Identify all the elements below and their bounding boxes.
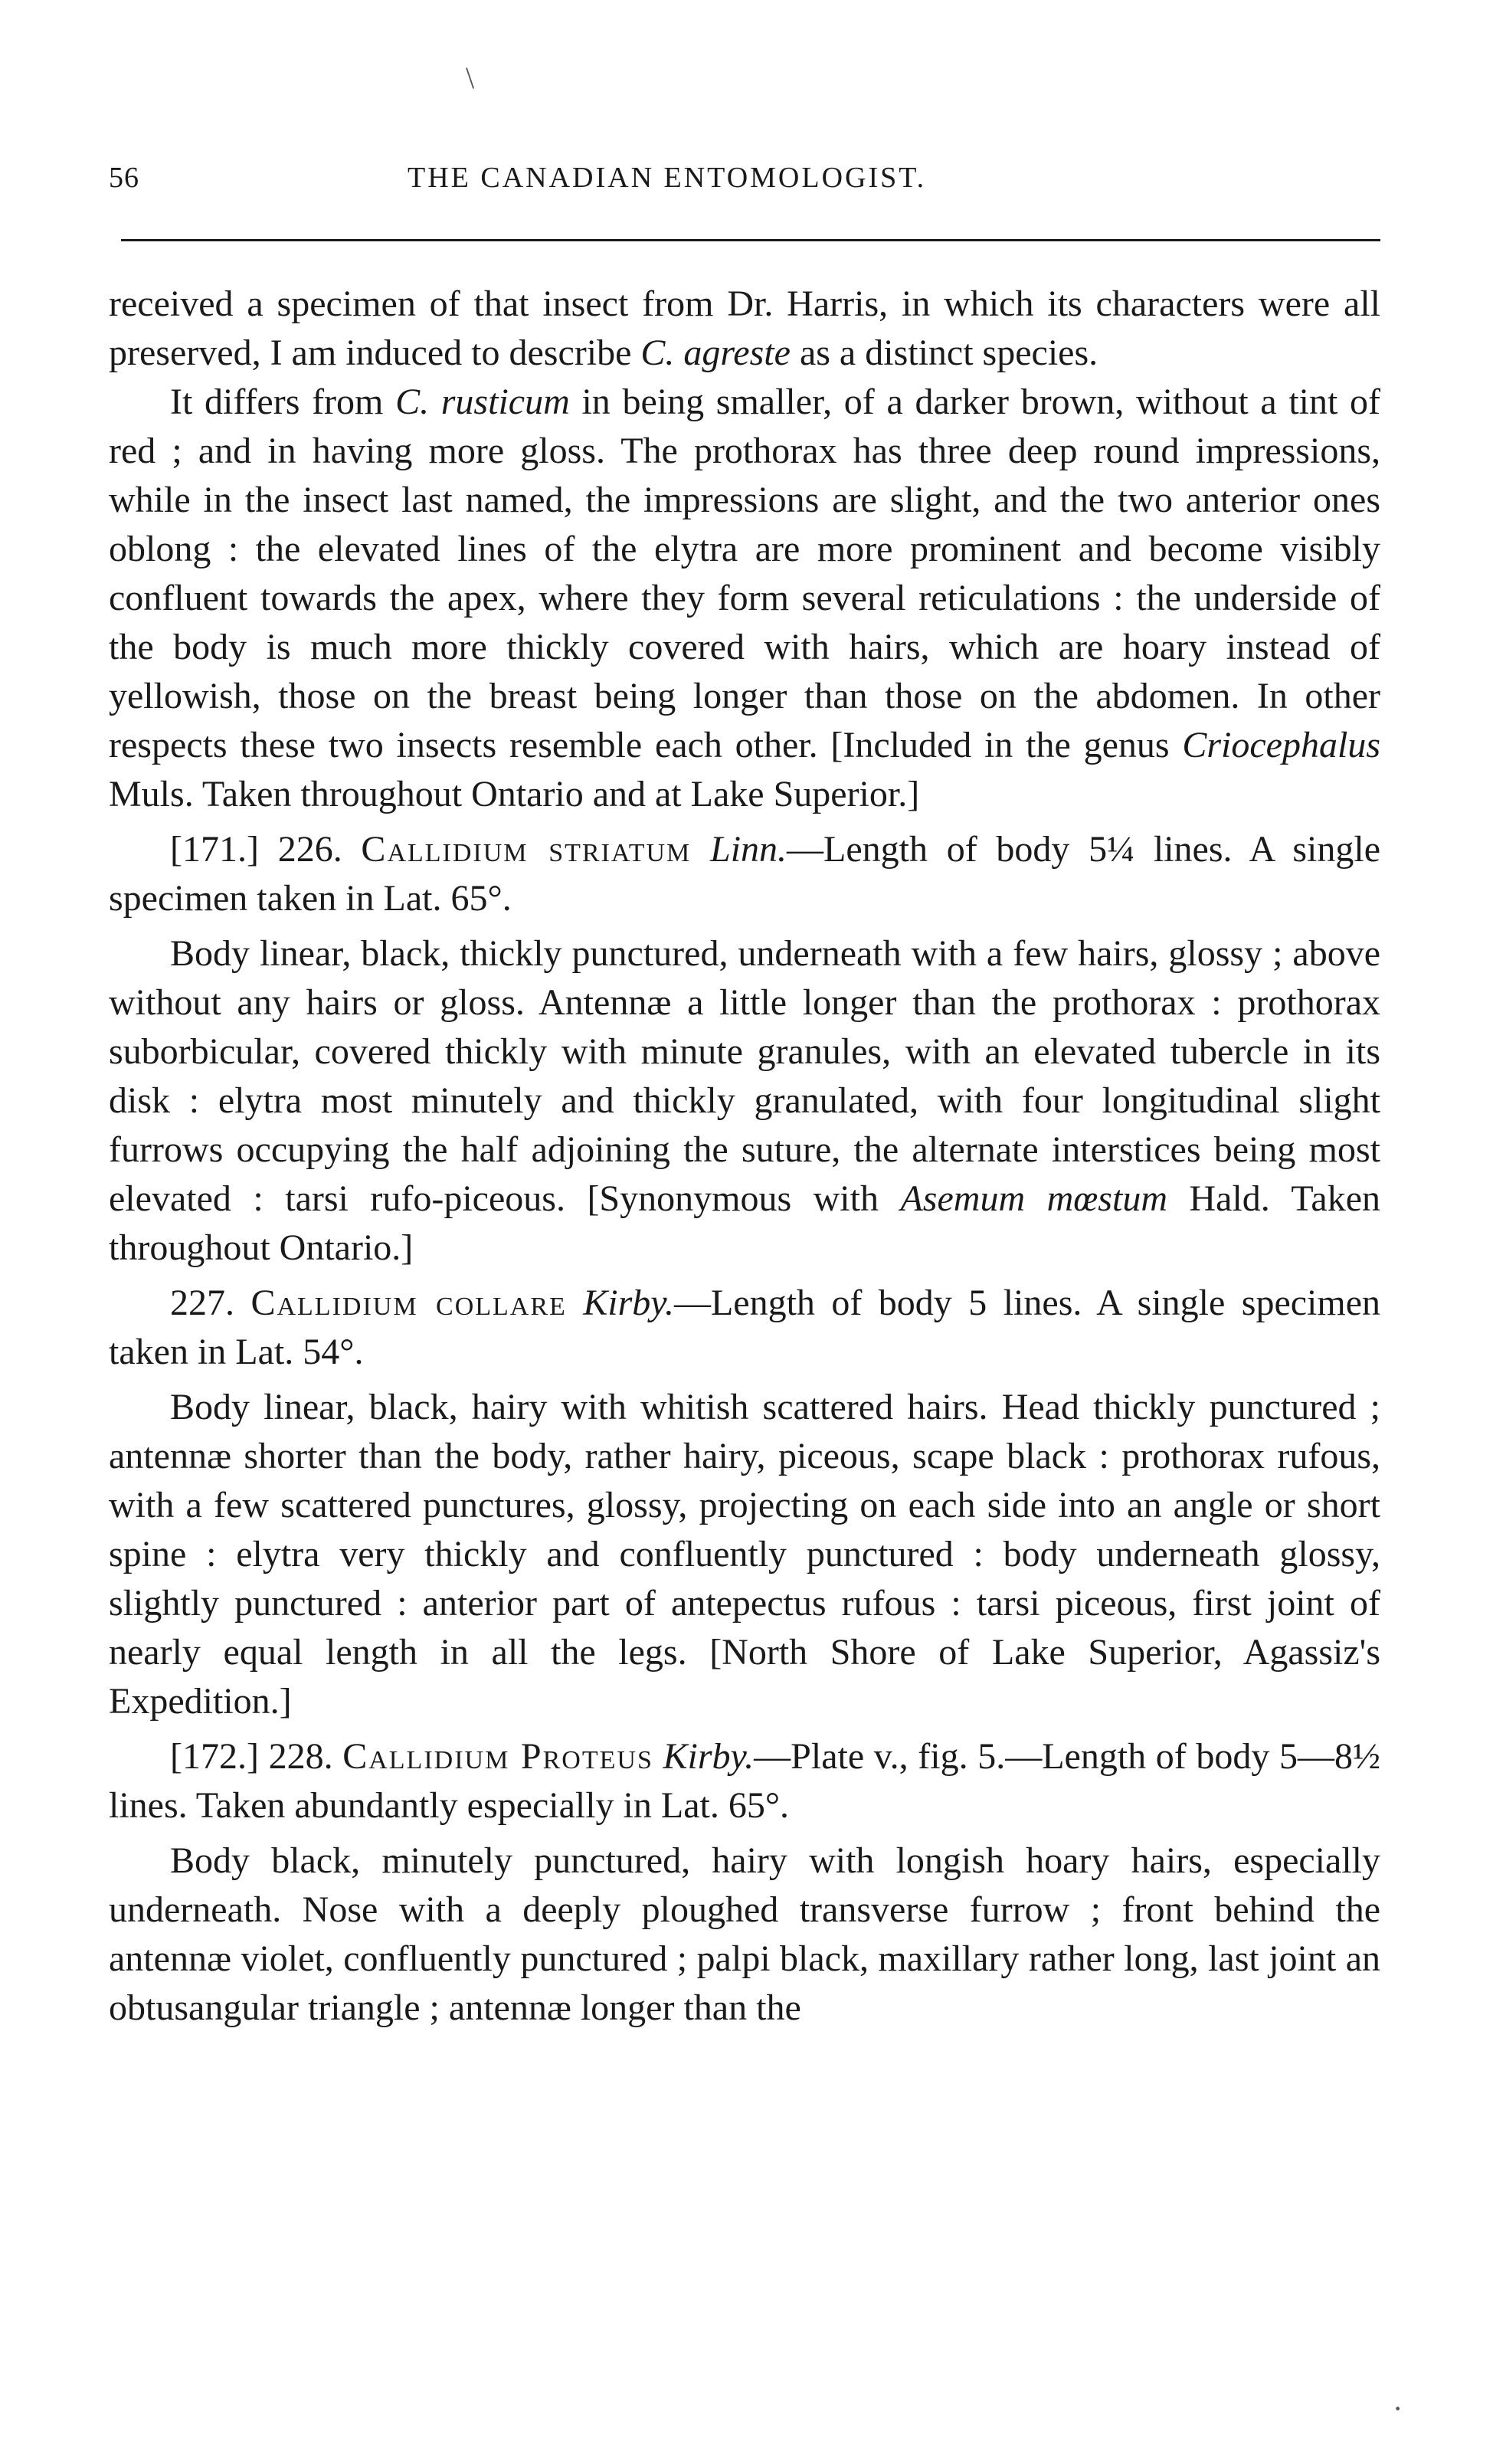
journal-title: THE CANADIAN ENTOMOLOGIST. — [408, 162, 927, 194]
text-run: Body linear, black, hairy with whitish scattered hairs. Head thickly punctured ; antennæ shorter than the body, rather hairy, piceous, scape black : prothorax rufous, with a few scattered punctures, glossy, projecting on each side into an angle or short spine : elytra very thickly and confluently punctured : body underneath glossy, slightly punctured : anterior part of antepectus rufous : tarsi piceous, first joint of nearly equal length in all the legs. [North Shore of Lake Superior, Agassiz's Expedition.] — [109, 1387, 1380, 1722]
body-text — [109, 280, 1380, 2033]
text-run: Muls. Taken throughout Ontario and at Lake Superior.] — [109, 774, 920, 814]
text-run: Hald. Taken throughout Ontario.] — [109, 1178, 1380, 1268]
paragraph-4 — [109, 929, 1380, 1273]
entry-number: 227. — [170, 1283, 251, 1323]
text-run: Body black, minutely punctured, hairy with longish hoary hairs, especially underneath. Nose with a deeply ploughed transverse furrow ; front behind the antennæ violet, confluently punctured ; palpi black, maxillary rather long, last joint an obtusangular triangle ; antennæ longer than the — [109, 1840, 1380, 2028]
document-page — [109, 130, 1381, 2028]
species-heading: Callidium striatum — [361, 829, 692, 870]
entry-number: [172.] 228. — [170, 1736, 343, 1777]
text-run — [567, 1283, 583, 1323]
text-run: It differs from — [170, 382, 396, 422]
italic-species-name: C. rusticum — [395, 382, 570, 422]
species-heading: Callidium collare — [250, 1283, 567, 1323]
text-run: in being smaller, of a darker brown, without a tint of red ; and in having more gloss. The prothorax has three deep round impressions, while in the insect last named, the impressions are slight, and the two anterior ones oblong : the elevated lines of the elytra are more prominent and become visibly confluent towards the apex, where they form several reticulations : the underside of the body is much more thickly covered with hairs, which are hoary instead of yellowish, those on the breast being longer than those on the abdomen. In other respects these two insects resemble each other. [Included in the genus — [109, 382, 1381, 765]
stray-mark-top: \ — [466, 61, 475, 95]
entry-228 — [109, 1732, 1380, 1830]
italic-authority: Linn. — [710, 829, 787, 870]
paragraph-2 — [109, 378, 1380, 819]
text-run: —Length of body 5¼ lines. A single specimen taken in Lat. 65°. — [109, 829, 1381, 919]
text-run: received a specimen of that insect from Dr. Harris, in which its characters were all preserved, I am induced to describe — [109, 283, 1380, 373]
text-run: Body linear, black, thickly punctured, underneath with a few hairs, glossy ; above without any hairs or gloss. Antennæ a little longer than the prothorax : prothorax suborbicular, covered thickly with minute granules, with an elevated tubercle in its disk : elytra most minutely and thickly granulated, with four longitudinal slight furrows occupying the half adjoining the suture, the alternate interstices being most elevated : tarsi rufo-piceous. [Synonymous with — [109, 933, 1380, 1219]
italic-authority: Kirby. — [583, 1283, 674, 1323]
italic-species-name: Asemum mœstum — [900, 1178, 1167, 1219]
entry-number: [171.] 226. — [170, 829, 362, 870]
italic-genus-name: Criocephalus — [1182, 725, 1380, 765]
header-rule — [121, 239, 1380, 241]
text-run — [653, 1736, 663, 1777]
paragraph-1 — [109, 280, 1380, 378]
paragraph-6 — [109, 1383, 1380, 1726]
italic-species-name: C. agreste — [640, 333, 791, 373]
text-run: —Plate v., fig. 5.—Length of body 5—8½ lines. Taken abundantly especially in Lat. 65°. — [109, 1736, 1381, 1826]
italic-authority: Kirby. — [663, 1736, 755, 1777]
page-number: 56 — [109, 162, 139, 194]
species-heading: Callidium Proteus — [342, 1736, 653, 1777]
entry-226 — [109, 825, 1380, 923]
text-run: as a distinct species. — [790, 333, 1098, 373]
text-run — [691, 829, 710, 870]
paragraph-8 — [109, 1837, 1380, 2033]
stray-mark-bottom: · — [1393, 2391, 1403, 2426]
running-head — [109, 130, 1380, 199]
text-run: —Length of body 5 lines. A single specimen taken in Lat. 54°. — [109, 1283, 1381, 1372]
entry-227 — [109, 1279, 1380, 1377]
